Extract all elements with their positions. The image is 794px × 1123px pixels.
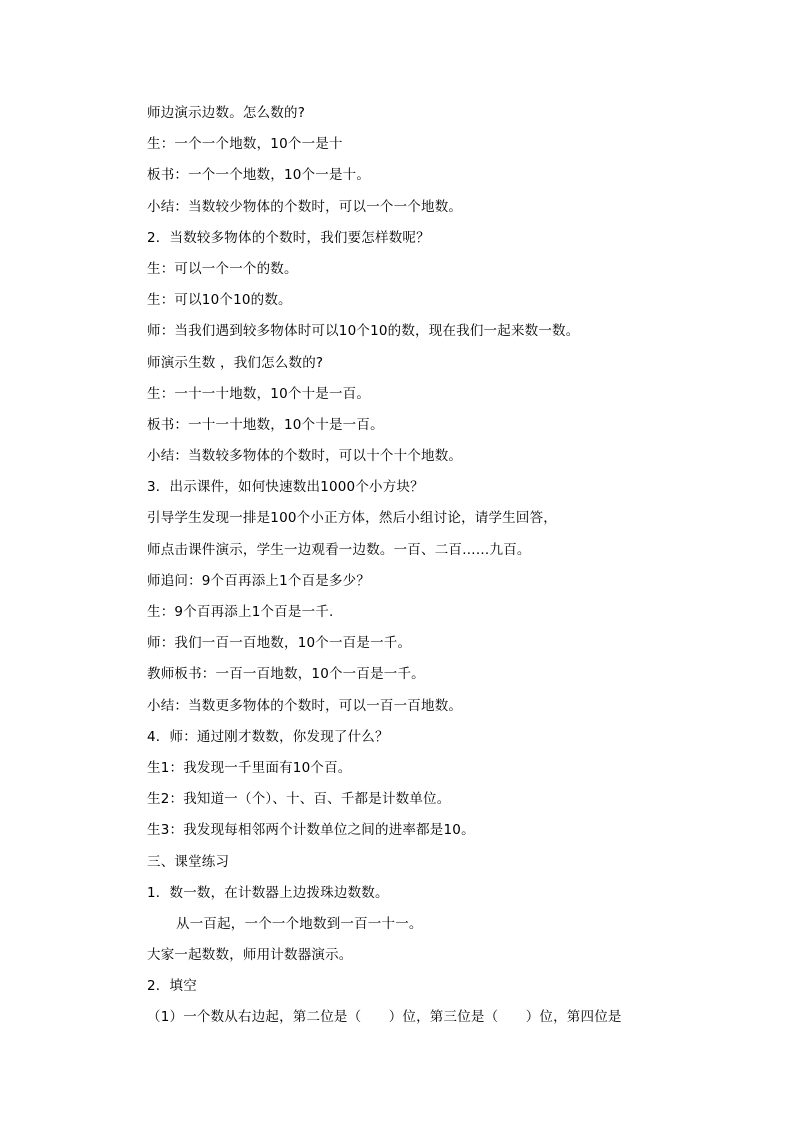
text-line: 师追问：9个百再添上1个百是多少？: [147, 572, 371, 589]
text-line: 1．数一数，在计数器上边拨珠边数数。: [147, 884, 389, 901]
text-line: 3．出示课件，如何快速数出1000个小方块？: [147, 479, 424, 496]
text-line: 教师板书：一百一百地数，10个一百是一千。: [147, 666, 425, 683]
document-body: [147, 98, 687, 1034]
text-line: 师：我们一百一百地数，10个一百是一千。: [147, 635, 412, 652]
text-line: 师点击课件演示，学生一边观看一边数。一百、二百……九百。: [147, 541, 531, 558]
text-line: 师演示生数 ，我们怎么数的?: [147, 354, 324, 371]
text-line: 生1：我发现一千里面有10个百。: [147, 759, 352, 776]
text-line: 大家一起数数，师用计数器演示。: [147, 947, 353, 964]
text-line: 生：9个百再添上1个百是一千.: [147, 604, 334, 620]
text-line: 生2：我知道一（个）、十、百、千都是计数单位。: [147, 791, 451, 808]
text-line: 生3：我发现每相邻两个计数单位之间的进率都是10。: [147, 822, 475, 839]
section-heading: 三、课堂练习: [147, 853, 230, 870]
text-line: 从一百起，一个一个地数到一百一十一。: [176, 915, 423, 932]
text-line: 生：可以10个10的数。: [147, 292, 292, 309]
text-line: 生：可以一个一个的数。: [147, 260, 298, 277]
text-line: 板书：一个一个地数，10个一是十。: [147, 167, 371, 184]
text-line: （1）一个数从右边起，第二位是（ ）位，第三位是（ ）位，第四位是: [147, 1009, 622, 1026]
text-line: 板书：一十一十地数，10个十是一百。: [147, 416, 384, 433]
text-line: 4．师：通过刚才数数，你发现了什么？: [147, 728, 389, 745]
text-line: 小结：当数较多物体的个数时，可以十个十个地数。: [147, 448, 463, 465]
text-line: 小结：当数较少物体的个数时，可以一个一个地数。: [147, 198, 463, 215]
text-line: 2．当数较多物体的个数时，我们要怎样数呢？: [147, 229, 430, 246]
text-line: 生：一个一个地数，10个一是十: [147, 136, 343, 153]
text-line: 师：当我们遇到较多物体时可以10个10的数，现在我们一起来数一数。: [147, 323, 580, 340]
text-line: 引导学生发现一排是100个小正方体，然后小组讨论，请学生回答，: [147, 510, 557, 527]
text-line: 生：一十一十地数，10个十是一百。: [147, 385, 371, 402]
text-line: 2．填空: [147, 978, 197, 995]
text-line: 小结：当数更多物体的个数时，可以一百一百地数。: [147, 697, 463, 714]
text-line: 师边演示边数。怎么数的?: [147, 105, 306, 121]
